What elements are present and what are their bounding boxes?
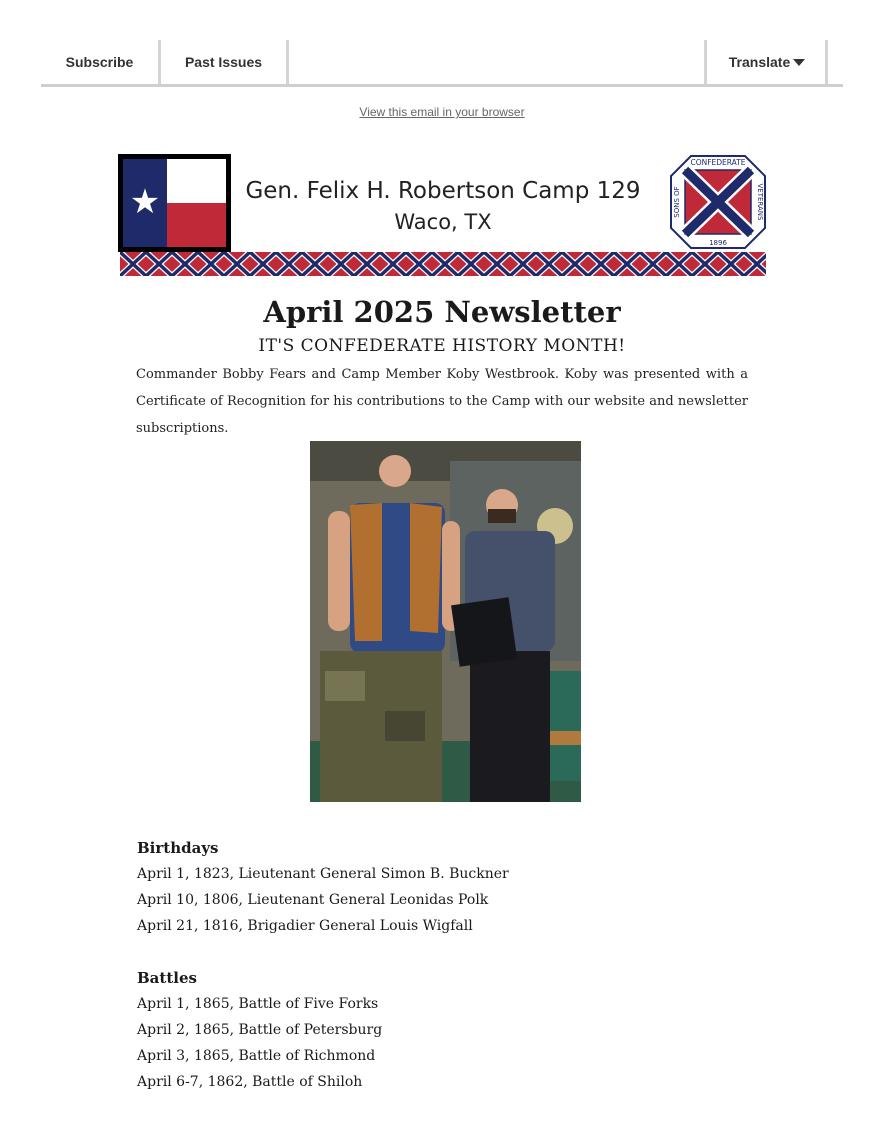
list-item: April 21, 1816, Brigadier General Louis Wigfall [137, 918, 473, 934]
star-icon: ★ [129, 182, 161, 222]
texas-flag-image [118, 154, 231, 252]
birthdays-heading: Birthdays [137, 839, 219, 857]
camp-name: Gen. Felix H. Robertson Camp 129 [245, 178, 641, 204]
list-item: April 3, 1865, Battle of Richmond [137, 1048, 376, 1064]
newsletter-title: April 2025 Newsletter [263, 295, 621, 329]
camp-city: Waco, TX [394, 210, 492, 234]
scv-logo [667, 152, 769, 252]
flag-border-strip [120, 252, 766, 276]
intro-paragraph: Commander Bobby Fears and Camp Member Koby Westbrook. Koby was presented with a Certificate of Recognition for his contributions to the Camp with our website and newsletter subscriptions. [136, 367, 748, 436]
list-item: April 6-7, 1862, Battle of Shiloh [137, 1074, 363, 1090]
nav-divider [286, 40, 289, 84]
nav-divider [825, 40, 828, 84]
logo-top-text: CONFEDERATE [690, 158, 746, 167]
list-item: April 1, 1823, Lieutenant General Simon B. Buckner [137, 866, 509, 882]
subscribe-link[interactable]: Subscribe [65, 54, 134, 70]
award-photo [310, 441, 581, 802]
list-item: April 1, 1865, Battle of Five Forks [137, 996, 379, 1012]
translate-dropdown[interactable] [707, 40, 827, 84]
battles-list [137, 991, 382, 1095]
logo-bottom-text: 1896 [709, 239, 727, 247]
logo-right-text: VETERANS [756, 183, 764, 221]
battles-heading: Battles [137, 969, 197, 987]
header-banner [118, 152, 768, 278]
newsletter-subtitle: IT'S CONFEDERATE HISTORY MONTH! [258, 336, 626, 356]
translate-label: Translate [728, 54, 791, 70]
list-item: April 10, 1806, Lieutenant General Leonidas Polk [137, 892, 489, 908]
view-in-browser-link[interactable]: View this email in your browser [359, 105, 525, 119]
birthdays-list [137, 861, 509, 939]
caret-down-icon [793, 59, 805, 66]
top-nav-bar [41, 40, 843, 87]
past-issues-link[interactable]: Past Issues [184, 54, 263, 70]
logo-left-text: SONS OF [673, 186, 681, 218]
list-item: April 2, 1865, Battle of Petersburg [137, 1022, 383, 1038]
